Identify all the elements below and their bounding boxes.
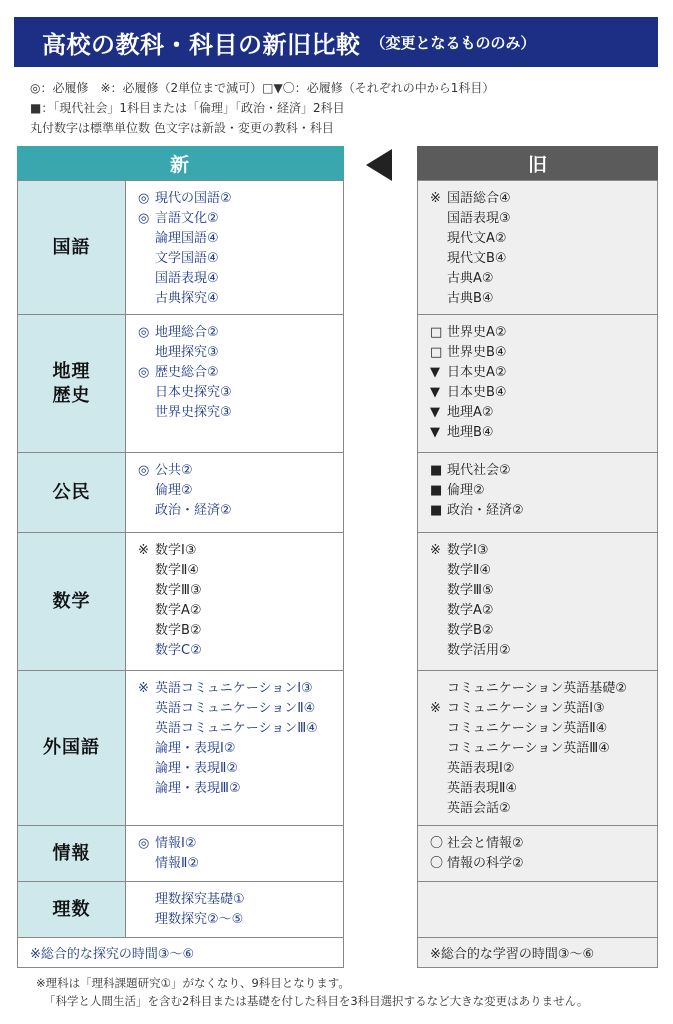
old-column-header: 旧 (417, 146, 658, 180)
course-name: 数学Ⅰ③ (155, 543, 197, 558)
course-item (430, 739, 657, 759)
course-name: 世界史A② (447, 325, 507, 340)
course-mark: ※ (430, 543, 441, 558)
course-item (138, 679, 343, 699)
course-item (430, 719, 657, 739)
subject-label: 地理 歴史 (18, 315, 126, 452)
course-item (138, 854, 343, 874)
course-name: 地理A② (447, 405, 494, 420)
course-mark: ◎ (138, 325, 150, 340)
course-name: 英語コミュニケーションⅠ③ (155, 681, 313, 696)
course-name: 英語表現Ⅰ② (447, 761, 515, 776)
course-list (126, 671, 343, 825)
course-name: 英語コミュニケーションⅢ④ (155, 721, 318, 736)
course-item (138, 209, 343, 229)
course-list (418, 181, 657, 314)
legend (30, 78, 494, 138)
course-list (126, 826, 343, 881)
course-name: 数学Ⅰ③ (447, 543, 489, 558)
course-item (430, 501, 657, 521)
legend-line: ■：「現代社会」1科目または「倫理」「政治・経済」2科目 (30, 101, 345, 115)
course-item (138, 383, 343, 403)
course-item (430, 759, 657, 779)
course-mark: ◎ (138, 191, 150, 206)
course-list (418, 533, 657, 670)
course-item (430, 779, 657, 799)
course-item (430, 423, 657, 443)
subject-row (18, 314, 343, 452)
course-item (430, 799, 657, 819)
course-name: 数学Ⅱ④ (155, 563, 200, 578)
course-name: コミュニケーション英語Ⅲ④ (447, 741, 610, 756)
course-item (430, 249, 657, 269)
course-list (418, 453, 657, 532)
course-item (138, 621, 343, 641)
footnotes (36, 974, 588, 1010)
course-name: 数学A② (155, 603, 202, 618)
course-name: 情報の科学② (447, 856, 524, 871)
course-item (430, 561, 657, 581)
course-item (138, 461, 343, 481)
course-name: 地理総合② (155, 325, 219, 340)
subject-row (418, 532, 657, 670)
subject-row (418, 825, 657, 881)
course-item (138, 601, 343, 621)
course-mark: □ (430, 345, 443, 360)
course-list (126, 882, 343, 937)
course-name: 情報Ⅱ② (155, 856, 200, 871)
course-item (430, 699, 657, 719)
course-name: 数学Ⅲ⑤ (447, 583, 494, 598)
course-name: 数学B② (447, 623, 494, 638)
course-mark: □ (430, 325, 443, 340)
course-item (138, 363, 343, 383)
course-name: 歴史総合② (155, 365, 219, 380)
course-item (430, 323, 657, 343)
course-name: 情報Ⅰ② (155, 836, 197, 851)
course-name: 古典探究④ (155, 291, 219, 306)
course-item (430, 641, 657, 661)
course-name: 言語文化② (155, 211, 219, 226)
course-item (138, 323, 343, 343)
course-name: 現代社会② (447, 463, 511, 478)
subject-label: 公民 (18, 453, 126, 532)
course-name: 論理国語④ (155, 231, 219, 246)
course-mark: ▼ (430, 425, 440, 440)
course-item (138, 289, 343, 309)
course-mark: ■ (430, 483, 443, 498)
course-item (138, 541, 343, 561)
course-item (138, 779, 343, 799)
course-item (430, 269, 657, 289)
course-name: 国語総合④ (447, 191, 511, 206)
course-mark: ▼ (430, 405, 440, 420)
course-item (138, 890, 343, 910)
course-mark: ◎ (138, 463, 150, 478)
integrated-study-note: ※総合的な学習の時間③〜⑥ (418, 937, 657, 967)
course-item (138, 834, 343, 854)
subject-label: 外国語 (18, 671, 126, 825)
course-item (138, 910, 343, 930)
legend-line: 丸付数字は標準単位数 色文字は新設・変更の教科・科目 (30, 121, 334, 135)
subject-row (18, 532, 343, 670)
course-item (138, 561, 343, 581)
course-list (418, 315, 657, 452)
course-name: 古典A② (447, 271, 494, 286)
course-name: 政治・経済② (155, 503, 232, 518)
course-item (430, 621, 657, 641)
course-name: 論理・表現Ⅰ② (155, 741, 236, 756)
course-item (430, 189, 657, 209)
course-mark: 〇 (430, 856, 444, 871)
course-mark: ◎ (138, 836, 150, 851)
course-item (138, 581, 343, 601)
title-banner (14, 17, 658, 67)
course-item (138, 699, 343, 719)
page-subtitle: （変更となるもののみ） (370, 33, 536, 52)
subject-row (18, 881, 343, 937)
course-list (418, 882, 657, 937)
course-name: 世界史探究③ (155, 405, 232, 420)
course-name: コミュニケーション英語Ⅰ③ (447, 701, 605, 716)
course-name: 論理・表現Ⅱ② (155, 761, 239, 776)
course-name: 現代文B④ (447, 251, 507, 266)
course-name: 日本史B④ (447, 385, 507, 400)
footnote: 「科学と人間生活」を含む2科目または基礎を付した科目を3科目選択するなど大きな変更はありません。 (44, 994, 589, 1008)
subject-label: 国語 (18, 181, 126, 314)
course-name: 数学Ⅲ③ (155, 583, 202, 598)
legend-line: ◎：必履修 ※：必履修（2単位まで減可）□▼〇：必履修（それぞれの中から1科目） (30, 81, 495, 95)
course-name: 社会と情報② (447, 836, 524, 851)
course-item (430, 289, 657, 309)
course-name: 数学C② (155, 643, 202, 658)
course-name: 数学活用② (447, 643, 511, 658)
course-name: 地理B④ (447, 425, 494, 440)
course-mark: 〇 (430, 836, 444, 851)
course-name: コミュニケーション英語Ⅱ④ (447, 721, 608, 736)
subject-row (418, 881, 657, 937)
course-name: 論理・表現Ⅲ② (155, 781, 241, 796)
course-item (430, 461, 657, 481)
page-title: 高校の教科・科目の新旧比較 (42, 30, 361, 59)
course-item (138, 481, 343, 501)
course-mark: ■ (430, 503, 443, 518)
course-item (138, 403, 343, 423)
course-list (126, 315, 343, 452)
subject-row (18, 180, 343, 314)
course-item (138, 269, 343, 289)
subject-row (418, 452, 657, 532)
course-name: 倫理② (155, 483, 193, 498)
course-name: 数学B② (155, 623, 202, 638)
course-mark: ▼ (430, 365, 440, 380)
course-list (126, 453, 343, 532)
old-subjects-table (417, 180, 658, 968)
course-name: 現代の国語② (155, 191, 232, 206)
course-item (138, 641, 343, 661)
course-name: 理数探究②〜⑤ (155, 912, 244, 927)
left-arrow-icon (366, 149, 392, 181)
course-item (430, 854, 657, 874)
course-mark: ※ (138, 543, 149, 558)
course-name: 世界史B④ (447, 345, 507, 360)
course-item (138, 343, 343, 363)
course-item (430, 601, 657, 621)
course-mark: ※ (138, 681, 149, 696)
course-item (430, 403, 657, 423)
course-mark: ■ (430, 463, 443, 478)
course-name: 政治・経済② (447, 503, 524, 518)
course-list (418, 826, 657, 881)
new-subjects-table (17, 180, 344, 968)
course-mark: ◎ (138, 211, 150, 226)
course-list (126, 533, 343, 670)
course-item (138, 719, 343, 739)
course-list (126, 181, 343, 314)
course-name: コミュニケーション英語基礎② (447, 681, 627, 696)
course-name: 地理探究③ (155, 345, 219, 360)
course-name: 理数探究基礎① (155, 892, 245, 907)
course-name: 英語表現Ⅱ④ (447, 781, 518, 796)
course-item (138, 501, 343, 521)
course-item (430, 383, 657, 403)
course-item (138, 229, 343, 249)
course-item (430, 229, 657, 249)
course-name: 日本史A② (447, 365, 507, 380)
subject-label: 数学 (18, 533, 126, 670)
course-item (138, 249, 343, 269)
subject-label: 情報 (18, 826, 126, 881)
course-name: 数学Ⅱ④ (447, 563, 492, 578)
course-name: 古典B④ (447, 291, 494, 306)
subject-row (418, 670, 657, 825)
course-name: 現代文A② (447, 231, 507, 246)
subject-row (18, 670, 343, 825)
course-mark: ◎ (138, 365, 150, 380)
course-item (430, 834, 657, 854)
new-column-header: 新 (17, 146, 344, 180)
course-item (430, 481, 657, 501)
course-item (430, 541, 657, 561)
course-name: 英語会話② (447, 801, 511, 816)
course-name: 公共② (155, 463, 193, 478)
course-name: 文学国語④ (155, 251, 219, 266)
course-name: 国語表現④ (155, 271, 219, 286)
course-item (138, 759, 343, 779)
course-item (430, 363, 657, 383)
integrated-study-note: ※総合的な探究の時間③〜⑥ (18, 937, 343, 967)
subject-row (18, 452, 343, 532)
course-mark: ※ (430, 701, 441, 716)
course-item (138, 189, 343, 209)
course-item (430, 209, 657, 229)
course-item (430, 679, 657, 699)
course-name: 倫理② (447, 483, 485, 498)
course-name: 数学A② (447, 603, 494, 618)
subject-row (418, 180, 657, 314)
course-mark: ▼ (430, 385, 440, 400)
course-name: 日本史探究③ (155, 385, 232, 400)
course-name: 国語表現③ (447, 211, 511, 226)
course-item (138, 739, 343, 759)
course-item (430, 581, 657, 601)
subject-row (418, 314, 657, 452)
course-list (418, 671, 657, 825)
course-item (430, 343, 657, 363)
subject-label: 理数 (18, 882, 126, 937)
course-mark: ※ (430, 191, 441, 206)
course-name: 英語コミュニケーションⅡ④ (155, 701, 316, 716)
subject-row (18, 825, 343, 881)
footnote: ※理科は「理科課題研究①」がなくなり、9科目となります。 (36, 976, 350, 990)
